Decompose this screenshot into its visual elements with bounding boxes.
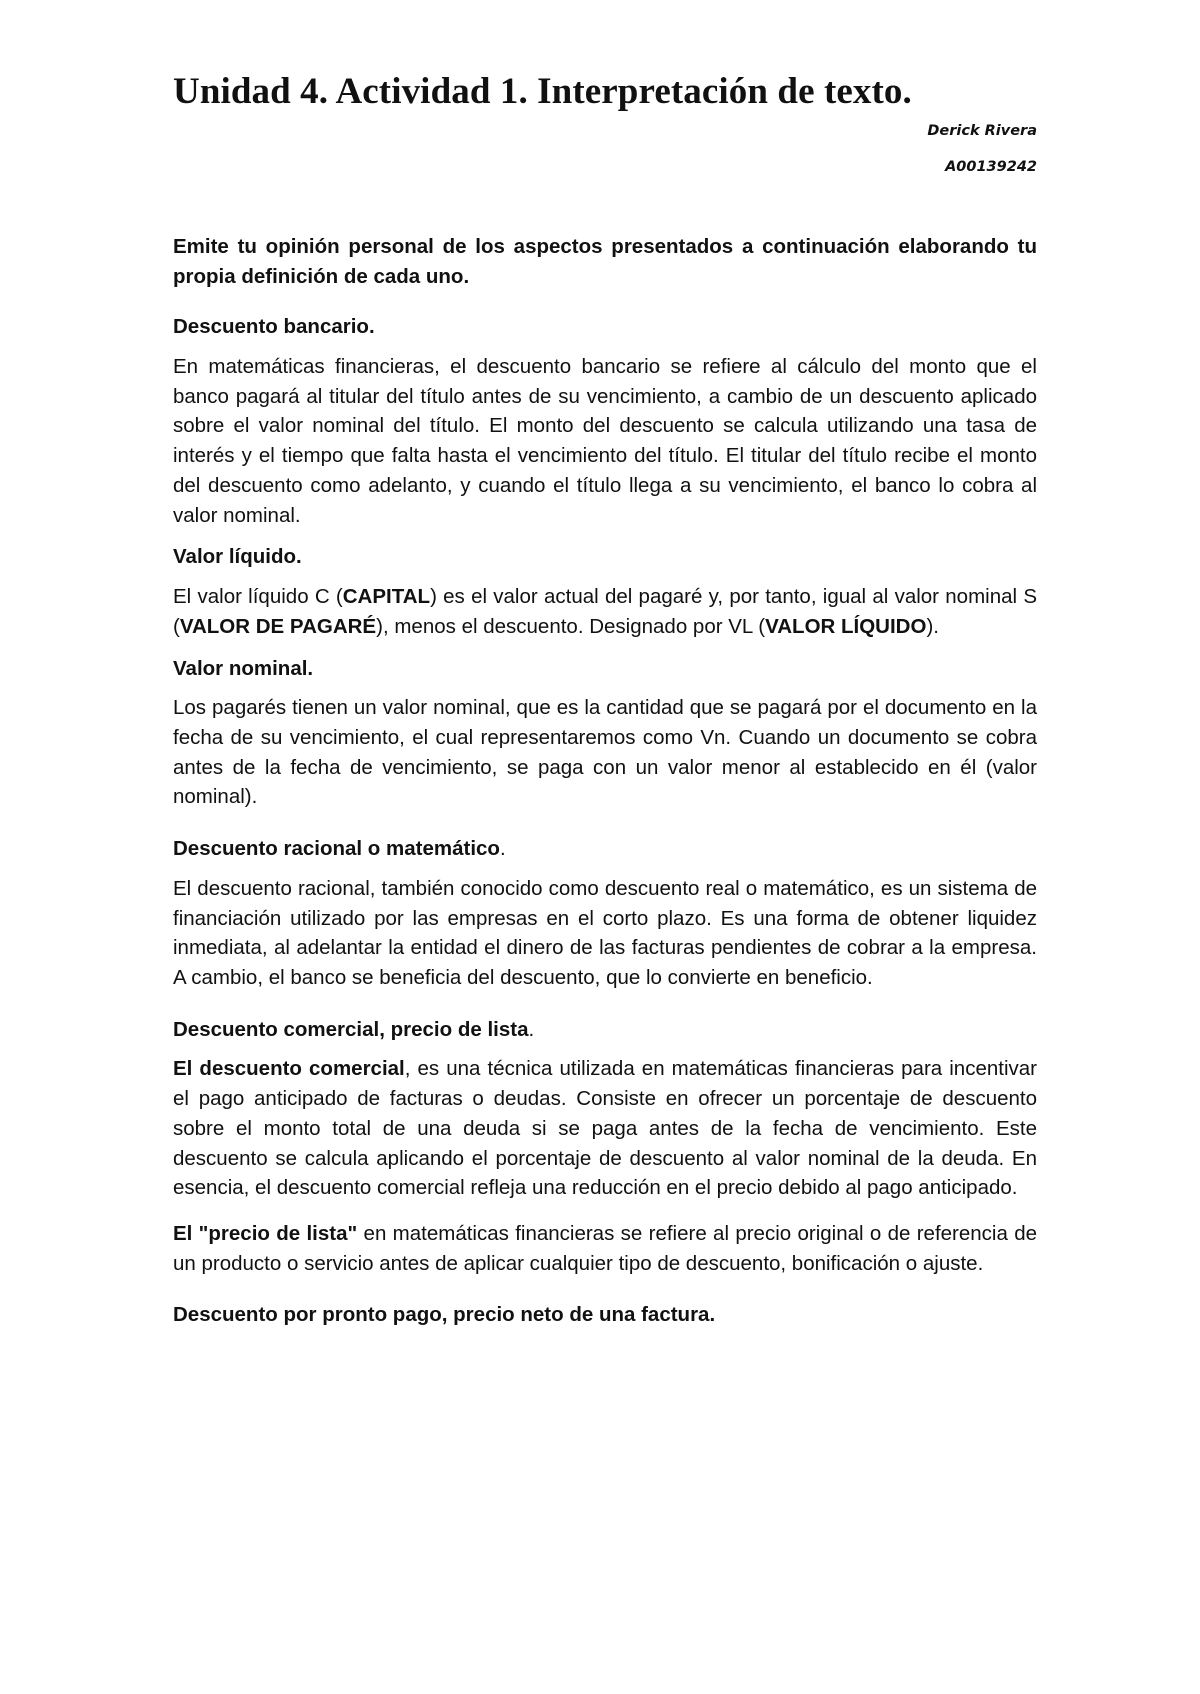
section-body-descuento-racional: El descuento racional, también conocido como descuento real o matemático, es un sistema de financiación utilizado por las empresas en el corto plazo. Es una forma de obtener liquidez inmediata, al adelantar la entidad el dinero de las facturas pendientes de cobrar a la empresa. A cambio, el banco se beneficia del descuento, que lo convierte en beneficio.: [173, 876, 1037, 989]
section-heading-descuento-racional: [173, 834, 1037, 864]
section-body-descuento-bancario: En matemáticas financieras, el descuento bancario se refiere al cálculo del monto que el banco pagará al titular del título antes de su vencimiento, a cambio de un descuento aplicado sobre el valor nominal del título. El monto del descuento se calcula utilizando una tasa de interés y el tiempo que falta hasta el vencimiento del título. El titular del título recibe el monto del descuento como adelanto, y cuando el título llega a su vencimiento, el banco lo cobra al valor nominal.: [173, 355, 1037, 527]
document-title: Unidad 4. Actividad 1. Interpretación de texto.: [173, 71, 912, 112]
section-heading-valor-liquido: Valor líquido.: [173, 545, 302, 569]
bold-term-descuento-comercial: El descuento comercial: [173, 1057, 405, 1081]
student-id: A00139242: [945, 158, 1037, 175]
heading-text: Descuento racional o matemático: [173, 837, 500, 861]
section-heading-valor-nominal: Valor nominal.: [173, 656, 314, 680]
text-run: ) es el valor actual del pagaré y, por tanto, igual al valor nominal S (: [173, 585, 1037, 638]
section-body-descuento-comercial: [173, 1054, 1037, 1203]
section-body-precio-de-lista: [173, 1219, 1037, 1278]
document-page: [173, 70, 1037, 1330]
text-run: , es una técnica utilizada en matemáticas financieras para incentivar el pago anticipado de facturas o deudas. Consiste en ofrecer un porcentaje de descuento sobre el monto total de una deuda si se paga antes de la fecha de vencimiento. Este descuento se calcula aplicando el porcentaje de descuento al valor nominal de la deuda. En esencia, el descuento comercial refleja una reducción en el precio debido al pago anticipado.: [173, 1057, 1037, 1200]
heading-period: .: [499, 837, 506, 861]
section-heading-descuento-pronto-pago: Descuento por pronto pago, precio neto de una factura.: [173, 1303, 716, 1327]
bold-term-valor-de-pagare: VALOR DE PAGARÉ: [179, 614, 377, 638]
author-name: Derick Rivera: [927, 123, 1037, 140]
text-run: ), menos el descuento. Designado por VL (: [376, 614, 766, 638]
text-run: en matemáticas financieras se refiere al precio original o de referencia de un producto o servicio antes de aplicar cualquier tipo de descuento, bonificación o ajuste.: [173, 1222, 1038, 1275]
section-heading-descuento-comercial: [173, 1015, 1037, 1045]
instruction-text: Emite tu opinión personal de los aspectos presentados a continuación elaborando tu propia definición de cada uno.: [173, 235, 1037, 289]
section-body-valor-liquido: [173, 582, 1037, 641]
bold-term-capital: CAPITAL: [342, 585, 431, 609]
text-run: ).: [926, 614, 939, 638]
heading-period: .: [528, 1017, 535, 1041]
bold-term-valor-liquido: VALOR LÍQUIDO: [765, 614, 927, 638]
section-heading-descuento-bancario: Descuento bancario.: [173, 315, 375, 339]
section-body-valor-nominal: Los pagarés tienen un valor nominal, que es la cantidad que se pagará por el documento en la fecha de su vencimiento, el cual representaremos como Vn. Cuando un documento se cobra antes de la fecha de vencimiento, se paga con un valor menor al establecido en él (valor nominal).: [173, 696, 1037, 809]
bold-term-precio-de-lista: El "precio de lista": [173, 1222, 358, 1246]
text-run: El valor líquido C (: [173, 585, 343, 609]
heading-text: Descuento comercial, precio de lista: [173, 1017, 529, 1041]
